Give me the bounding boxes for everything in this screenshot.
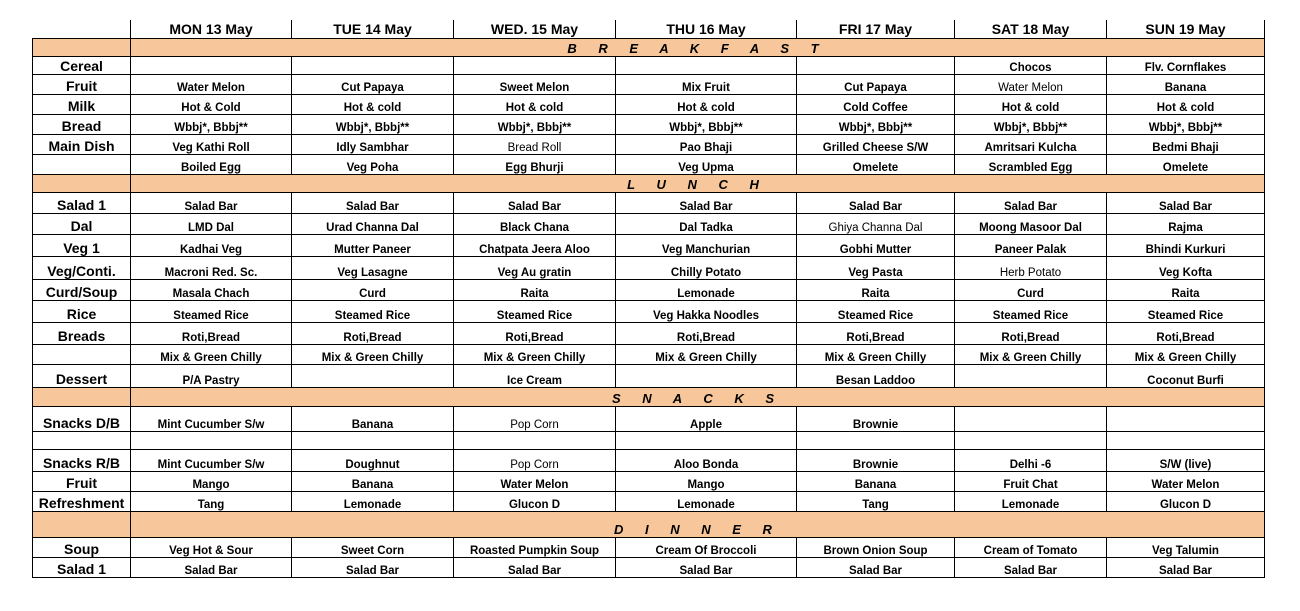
menu-cell: Curd [292,280,454,301]
menu-cell: Veg Au gratin [454,257,616,280]
row-label [33,345,131,365]
section-title: D I N N E R [131,512,1265,538]
menu-cell [955,407,1107,432]
menu-cell: Delhi -6 [955,450,1107,472]
menu-row [33,115,1265,135]
section-band-label-cell [33,388,131,407]
menu-cell [454,57,616,75]
menu-cell: Veg Hakka Noodles [616,301,797,323]
menu-cell: Pao Bhaji [616,135,797,155]
menu-cell: Hot & cold [1107,95,1265,115]
menu-cell: Water Melon [131,75,292,95]
menu-cell: Besan Laddoo [797,365,955,388]
menu-cell: Roti,Bread [797,323,955,345]
menu-cell: Steamed Rice [454,301,616,323]
menu-row [33,558,1265,578]
menu-cell: Mango [131,472,292,492]
menu-cell: Banana [292,407,454,432]
menu-row [33,492,1265,512]
menu-cell: Water Melon [1107,472,1265,492]
menu-cell: Macroni Red. Sc. [131,257,292,280]
menu-cell: Wbbj*, Bbbj** [797,115,955,135]
menu-cell: Roti,Bread [955,323,1107,345]
menu-cell: Egg Bhurji [454,155,616,175]
menu-cell: Salad Bar [955,193,1107,214]
row-label: Fruit [33,472,131,492]
menu-row [33,155,1265,175]
menu-cell: Raita [1107,280,1265,301]
menu-cell: Salad Bar [454,193,616,214]
menu-cell: Water Melon [955,75,1107,95]
menu-cell: Brown Onion Soup [797,538,955,558]
menu-cell: Idly Sambhar [292,135,454,155]
menu-cell: Veg Kofta [1107,257,1265,280]
row-label: Milk [33,95,131,115]
menu-cell: Hot & cold [292,95,454,115]
menu-cell: Lemonade [616,280,797,301]
menu-row [33,301,1265,323]
menu-cell: S/W (live) [1107,450,1265,472]
menu-row [33,214,1265,235]
menu-cell: Omelete [797,155,955,175]
menu-cell: Lemonade [616,492,797,512]
menu-cell: Curd [955,280,1107,301]
day-header: SAT 18 May [955,20,1107,39]
menu-row [33,472,1265,492]
menu-cell [797,432,955,450]
menu-cell: Raita [797,280,955,301]
menu-cell: Paneer Palak [955,235,1107,257]
menu-cell: Salad Bar [131,558,292,578]
day-header-row [33,20,1265,39]
row-label: Dessert [33,365,131,388]
menu-cell: Sweet Melon [454,75,616,95]
menu-cell: Mix & Green Chilly [797,345,955,365]
day-header: SUN 19 May [1107,20,1265,39]
section-band [33,175,1265,193]
menu-cell: Mix & Green Chilly [454,345,616,365]
row-label: Refreshment [33,492,131,512]
menu-row [33,95,1265,115]
section-band-label-cell [33,39,131,57]
menu-cell: Wbbj*, Bbbj** [1107,115,1265,135]
menu-cell: Roti,Bread [131,323,292,345]
menu-cell: Lemonade [955,492,1107,512]
menu-cell: Mix & Green Chilly [131,345,292,365]
menu-cell: Gobhi Mutter [797,235,955,257]
menu-row [33,57,1265,75]
menu-cell [1107,407,1265,432]
menu-row [33,323,1265,345]
menu-cell: Cut Papaya [292,75,454,95]
menu-cell: Mix Fruit [616,75,797,95]
weekly-menu-table [32,20,1265,578]
menu-cell: Mint Cucumber S/w [131,450,292,472]
section-title: L U N C H [131,175,1265,193]
menu-cell: Steamed Rice [1107,301,1265,323]
menu-cell: Fruit Chat [955,472,1107,492]
menu-cell: Mango [616,472,797,492]
menu-cell: Aloo Bonda [616,450,797,472]
section-title: S N A C K S [131,388,1265,407]
menu-cell: Raita [454,280,616,301]
menu-cell: Roti,Bread [454,323,616,345]
menu-cell: Salad Bar [1107,193,1265,214]
row-label: Snacks D/B [33,407,131,432]
menu-cell: Veg Pasta [797,257,955,280]
menu-cell: Brownie [797,450,955,472]
menu-cell: Hot & cold [955,95,1107,115]
menu-row [33,280,1265,301]
day-header: THU 16 May [616,20,797,39]
menu-cell: Veg Poha [292,155,454,175]
menu-cell: Veg Upma [616,155,797,175]
menu-cell: Glucon D [454,492,616,512]
day-header: FRI 17 May [797,20,955,39]
menu-cell: Water Melon [454,472,616,492]
day-header: WED. 15 May [454,20,616,39]
menu-cell: Mix & Green Chilly [616,345,797,365]
menu-cell: Salad Bar [797,193,955,214]
menu-row [33,538,1265,558]
menu-cell: Wbbj*, Bbbj** [454,115,616,135]
row-label: Veg/Conti. [33,257,131,280]
menu-cell [1107,432,1265,450]
menu-cell: Pop Corn [454,450,616,472]
menu-cell [797,57,955,75]
menu-cell: Hot & Cold [131,95,292,115]
menu-cell [292,365,454,388]
row-label: Veg 1 [33,235,131,257]
menu-cell: Glucon D [1107,492,1265,512]
section-band-label-cell [33,175,131,193]
menu-cell: Amritsari Kulcha [955,135,1107,155]
menu-cell: Cream Of Broccoli [616,538,797,558]
menu-cell: Mint Cucumber S/w [131,407,292,432]
menu-cell: Cream of Tomato [955,538,1107,558]
menu-cell: Salad Bar [292,558,454,578]
menu-cell: Pop Corn [454,407,616,432]
menu-cell: Ghiya Channa Dal [797,214,955,235]
menu-cell: Bedmi Bhaji [1107,135,1265,155]
row-label: Main Dish [33,135,131,155]
menu-cell: Kadhai Veg [131,235,292,257]
menu-cell: Salad Bar [292,193,454,214]
menu-cell: Veg Talumin [1107,538,1265,558]
header-corner [33,20,131,39]
row-label: Breads [33,323,131,345]
menu-cell: Ice Cream [454,365,616,388]
menu-row [33,257,1265,280]
menu-cell: Boiled Egg [131,155,292,175]
section-band [33,388,1265,407]
day-header: TUE 14 May [292,20,454,39]
menu-cell: Dal Tadka [616,214,797,235]
menu-row [33,345,1265,365]
menu-cell: Salad Bar [1107,558,1265,578]
menu-row [33,135,1265,155]
menu-row [33,193,1265,214]
menu-cell: Banana [797,472,955,492]
menu-cell: Mix & Green Chilly [1107,345,1265,365]
row-label: Dal [33,214,131,235]
menu-cell: Veg Kathi Roll [131,135,292,155]
menu-cell: Omelete [1107,155,1265,175]
menu-cell: Coconut Burfi [1107,365,1265,388]
menu-cell: Roti,Bread [1107,323,1265,345]
menu-cell: Wbbj*, Bbbj** [131,115,292,135]
menu-cell: Tang [797,492,955,512]
menu-row [33,432,1265,450]
menu-cell: P/A Pastry [131,365,292,388]
menu-cell: Salad Bar [454,558,616,578]
row-label [33,432,131,450]
menu-cell [616,57,797,75]
menu-cell: Wbbj*, Bbbj** [955,115,1107,135]
row-label: Fruit [33,75,131,95]
day-header: MON 13 May [131,20,292,39]
menu-cell: Urad Channa Dal [292,214,454,235]
row-label: Bread [33,115,131,135]
menu-cell: Banana [1107,75,1265,95]
menu-cell: Salad Bar [616,193,797,214]
menu-cell: Cut Papaya [797,75,955,95]
menu-cell: Steamed Rice [292,301,454,323]
menu-cell: Mix & Green Chilly [955,345,1107,365]
menu-cell: Grilled Cheese S/W [797,135,955,155]
menu-cell: Salad Bar [131,193,292,214]
row-label: Curd/Soup [33,280,131,301]
menu-cell [616,365,797,388]
menu-cell: Brownie [797,407,955,432]
menu-cell: Apple [616,407,797,432]
menu-cell: Salad Bar [955,558,1107,578]
menu-cell: Veg Lasagne [292,257,454,280]
menu-cell: Veg Manchurian [616,235,797,257]
menu-row [33,235,1265,257]
menu-cell: Wbbj*, Bbbj** [292,115,454,135]
menu-cell: Doughnut [292,450,454,472]
menu-cell: Salad Bar [797,558,955,578]
menu-cell: Veg Hot & Sour [131,538,292,558]
menu-cell: Mutter Paneer [292,235,454,257]
section-band-label-cell [33,512,131,538]
row-label: Soup [33,538,131,558]
menu-cell: Herb Potato [955,257,1107,280]
row-label: Cereal [33,57,131,75]
menu-row [33,75,1265,95]
row-label: Salad 1 [33,193,131,214]
section-band [33,512,1265,538]
menu-cell: Rajma [1107,214,1265,235]
menu-cell: Scrambled Egg [955,155,1107,175]
menu-cell [955,432,1107,450]
menu-cell: Steamed Rice [955,301,1107,323]
menu-cell: Roti,Bread [616,323,797,345]
menu-cell: Sweet Corn [292,538,454,558]
row-label: Snacks R/B [33,450,131,472]
menu-cell: Hot & cold [616,95,797,115]
menu-cell: Chocos [955,57,1107,75]
menu-cell: Salad Bar [616,558,797,578]
menu-cell: Flv. Cornflakes [1107,57,1265,75]
menu-cell [454,432,616,450]
menu-cell [292,432,454,450]
menu-cell: Roti,Bread [292,323,454,345]
menu-cell [955,365,1107,388]
menu-cell: Wbbj*, Bbbj** [616,115,797,135]
menu-cell: Bhindi Kurkuri [1107,235,1265,257]
menu-cell: Steamed Rice [797,301,955,323]
menu-cell [131,432,292,450]
menu-cell: Roasted Pumpkin Soup [454,538,616,558]
section-band [33,39,1265,57]
menu-cell: Banana [292,472,454,492]
menu-cell: Hot & cold [454,95,616,115]
menu-cell: Mix & Green Chilly [292,345,454,365]
row-label: Rice [33,301,131,323]
menu-cell [131,57,292,75]
menu-cell [292,57,454,75]
menu-cell [616,432,797,450]
menu-cell: Masala Chach [131,280,292,301]
menu-cell: Cold Coffee [797,95,955,115]
menu-row [33,407,1265,432]
menu-cell: Chilly Potato [616,257,797,280]
menu-row [33,365,1265,388]
row-label [33,155,131,175]
menu-cell: Chatpata Jeera Aloo [454,235,616,257]
menu-cell: Black Chana [454,214,616,235]
menu-row [33,450,1265,472]
menu-cell: Moong Masoor Dal [955,214,1107,235]
menu-cell: Tang [131,492,292,512]
menu-cell: Steamed Rice [131,301,292,323]
menu-cell: Bread Roll [454,135,616,155]
menu-cell: LMD Dal [131,214,292,235]
row-label: Salad 1 [33,558,131,578]
section-title: B R E A K F A S T [131,39,1265,57]
menu-cell: Lemonade [292,492,454,512]
